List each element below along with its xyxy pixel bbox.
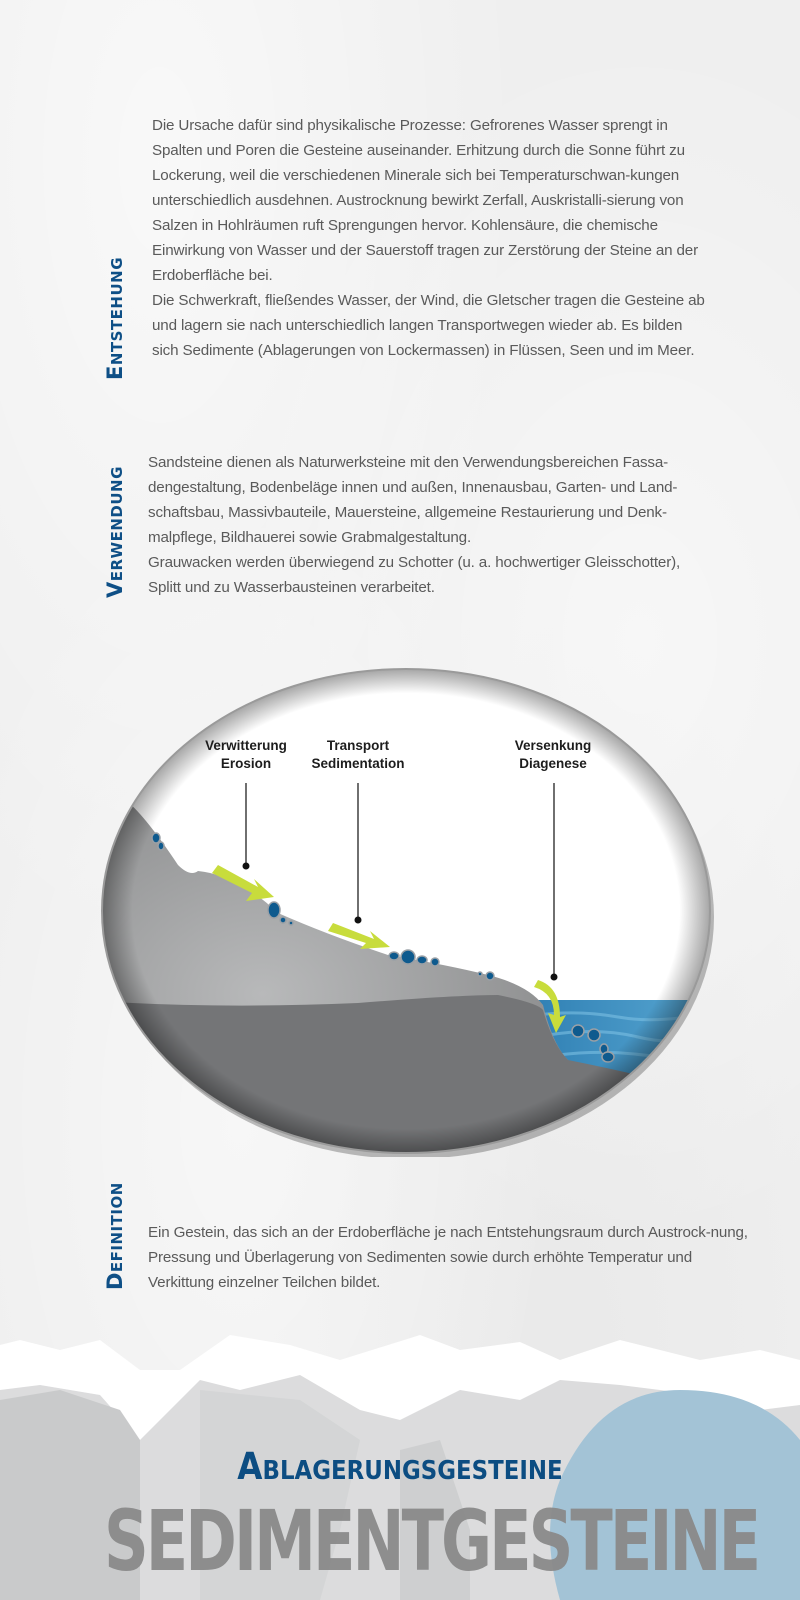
entstehung-paragraph-2: Die Schwerkraft, fließendes Wasser, der Wind, die Gletscher tragen die Gesteine ab und lagern sie nach unterschiedlich langen Transportwegen wieder ab. Es bilden sich Sedimente (Ablagerungen von Lockermassen) in Flüssen, Seen und im Meer. bbox=[152, 292, 705, 359]
definition-text bbox=[148, 1220, 748, 1295]
verwendung-paragraph-2: Grauwacken werden überwiegend zu Schotter (u. a. hochwertiger Gleisschotter), Splitt und zu Wasserbausteinen verarbeitet. bbox=[148, 554, 681, 596]
label-transport-sedimentation: Transport Sedimentation bbox=[311, 738, 405, 771]
label-verwitterung-erosion: Verwitterung Erosion bbox=[205, 738, 287, 771]
section-heading-verwendung: Verwendung bbox=[103, 466, 127, 598]
label-versenkung-diagenese: Versenkung Diagenese bbox=[514, 738, 592, 771]
entstehung-text bbox=[152, 113, 712, 363]
entstehung-paragraph-1: Die Ursache dafür sind physikalische Prozesse: Gefrorenes Wasser sprengt in Spalten und Poren die Gesteine auseinander. Erhitzung durch die Sonne führt zu Lockerung, weil die verschiedenen Minerale sich bei Temperaturschwan-kungen unterschiedlich ausdehnen. Austrocknung bewirkt Zerfall, Auskristalli-sierung von Salzen in Hohlräumen ruft Sprengungen hervor. Kohlensäure, die chemische Einwirkung von Wasser und der Sauerstoff tragen zur Zerstörung der Steine an der Erdoberfläche bei. bbox=[152, 117, 699, 284]
verwendung-text bbox=[148, 450, 713, 600]
verwendung-paragraph-1: Sandsteine dienen als Naturwerksteine mit den Verwendungsbereichen Fassa-dengestaltung, Bodenbeläge innen und außen, Innenausbau, Garten- und Land-schaftsbau, Massivbauteile, Mauersteine, allgemeine Restaurierung und Denk-malpflege, Bildhauerei sowie Grabmalgestaltung. bbox=[148, 454, 678, 546]
section-heading-definition: Definition bbox=[103, 1182, 127, 1290]
footer-title: SEDIMENTGESTEINE bbox=[104, 1492, 759, 1590]
footer-subtitle: Ablagerungsgesteine bbox=[237, 1445, 563, 1488]
section-heading-entstehung: Entstehung bbox=[103, 256, 127, 380]
sediment-cycle-diagram bbox=[98, 665, 714, 1157]
definition-paragraph-1: Ein Gestein, das sich an der Erdoberfläche je nach Entstehungsraum durch Austrock-nung, Pressung und Überlagerung von Sedimenten sowie durch erhöhte Temperatur und Verkittung einzelner Teilchen bildet. bbox=[148, 1224, 748, 1291]
